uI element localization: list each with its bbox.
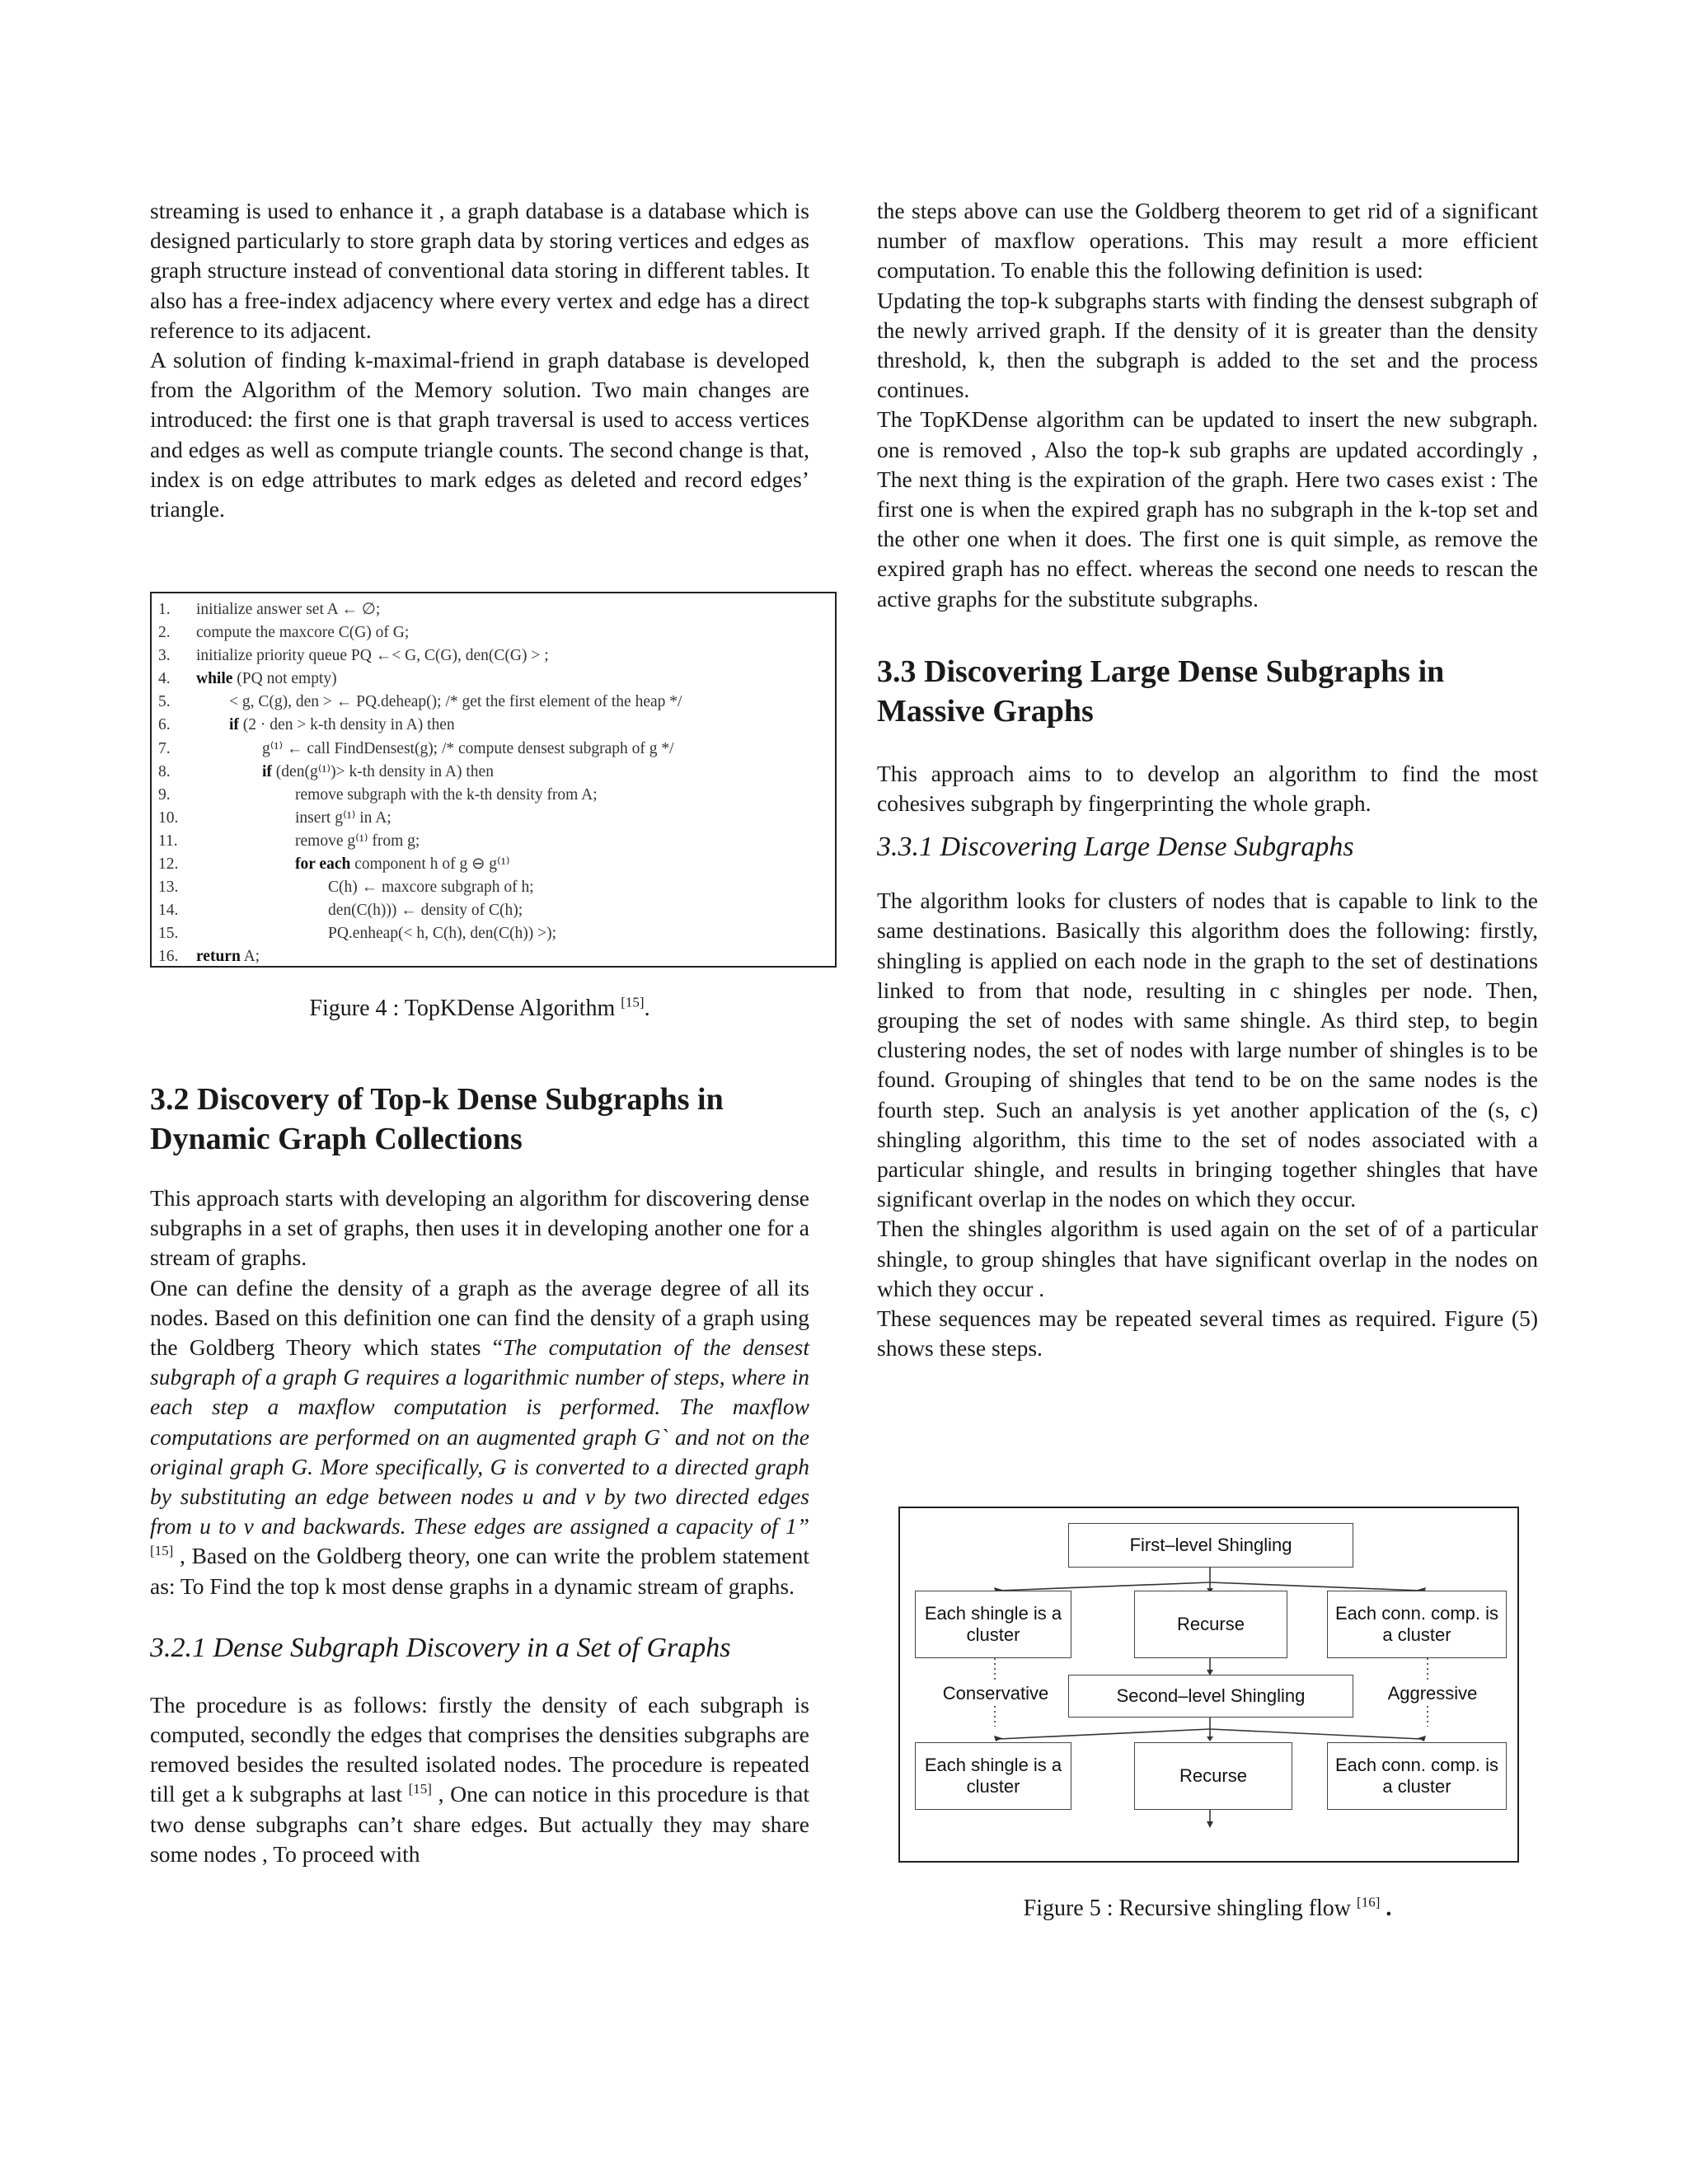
recurse-box-2: Recurse <box>1134 1742 1292 1810</box>
algorithm-line-text: initialize priority queue PQ ←< G, C(G), den(C(G) > ; <box>196 647 549 665</box>
left-column-lower <box>150 996 809 1869</box>
section-3-3-1-paragraph-1: The algorithm looks for clusters of nodes that is capable to link to the same destinations. Basically this algorithm does the following: firstly, shingling is applied on each node in the graph to the set of destinations linked to from that node, resulting in c shingles per node. Then, grouping the set of nodes with same shingle. As third step, to begin clustering nodes, the set of nodes with large number of shingles is to be found. Grouping of shingles that tend to be on the same nodes is the fourth step. Such an analysis is yet another application of the (s, c) shingling algorithm, this time to the set of nodes associated with a particular shingle, and results in bringing together shingles that have significant overlap in the nodes on which they occur. <box>877 888 1538 1212</box>
algorithm-keyword: if <box>229 716 239 734</box>
aggressive-label: Aggressive <box>1387 1683 1478 1704</box>
section-3-2-1-citation: [15] <box>408 1781 432 1797</box>
section-3-2-paragraph-2: One can define the density of a graph as the average degree of all its nodes. Based on this definition one can find the density of a graph using the Goldberg Theory which states “The computation of the densest subgraph of a graph G requires a logarithmic number of steps, where in each step a maxflow computation is performed. The maxflow computations are performed on an augmented graph G` and not on the original graph G. More specifically, G is converted to a directed graph by substituting an edge between nodes u and v by two directed edges from u to v and backwards. These edges are assigned a capacity of 1” [15] , Based on the Goldberg theory, one can write the problem statement as: To Find the top k most dense graphs in a dynamic stream of graphs. <box>150 1274 809 1599</box>
recurse-box-1: Recurse <box>1134 1591 1287 1658</box>
topkdense-algorithm-box <box>150 592 837 968</box>
algorithm-line <box>158 899 835 922</box>
section-3-3-title: 3.3 Discovering Large Dense Subgraphs in Massive Graphs <box>877 654 1445 729</box>
algorithm-line-number: 10. <box>158 808 179 827</box>
algorithm-line-number: 9. <box>158 785 171 804</box>
algorithm-line-text: < g, C(g), den > ← PQ.deheap(); /* get the first element of the heap */ <box>229 693 682 711</box>
figure-4-caption: Figure 4 : TopKDense Algorithm [15]. <box>309 994 650 1021</box>
algorithm-line <box>158 945 835 968</box>
algorithm-line-number: 5. <box>158 693 171 711</box>
section-3-3-paragraph-1: This approach aims to to develop an algorithm to find the most cohesives subgraph by fingerprinting the whole graph. <box>877 760 1538 817</box>
algorithm-line-number: 12. <box>158 855 179 874</box>
algorithm-line <box>158 761 835 784</box>
algorithm-line <box>158 598 835 621</box>
algorithm-line <box>158 876 835 899</box>
algorithm-line-text: component h of g ⊖ g⁽¹⁾ <box>350 855 510 874</box>
algorithm-line <box>158 621 835 644</box>
section-3-2-paragraph-1: This approach starts with developing an algorithm for discovering dense subgraphs in a set of graphs, then uses it in developing another one for a stream of graphs. <box>150 1185 809 1271</box>
algorithm-line-number: 2. <box>158 624 171 642</box>
each-conn-comp-cluster-box-2: Each conn. comp. is a cluster <box>1327 1742 1507 1810</box>
figure-5-caption: Figure 5 : Recursive shingling flow [16] . <box>1023 1894 1392 1921</box>
algorithm-line <box>158 714 835 737</box>
algorithm-line-text: remove g⁽¹⁾ from g; <box>295 832 420 850</box>
each-shingle-cluster-box-2: Each shingle is a cluster <box>915 1742 1071 1810</box>
conservative-label: Conservative <box>942 1683 1049 1704</box>
figure-5-citation: [16] <box>1357 1894 1381 1910</box>
algorithm-line-text: C(h) ← maxcore subgraph of h; <box>328 879 534 897</box>
algorithm-line-number: 13. <box>158 879 179 897</box>
recursive-shingling-diagram <box>898 1507 1519 1863</box>
algorithm-line <box>158 738 835 761</box>
figure-5-caption-wrap <box>877 1896 1538 1922</box>
algorithm-line <box>158 830 835 853</box>
algorithm-line-text: initialize answer set A ← ∅; <box>196 601 381 618</box>
algorithm-line-number: 11. <box>158 832 178 850</box>
algorithm-line-number: 3. <box>158 647 171 665</box>
section-3-2-1-paragraph-1: The procedure is as follows: firstly the density of each subgraph is computed, secondly the edges that comprises the densities subgraphs are removed besides the resulted isolated nodes. The procedure is repeated till get a k subgraphs at last [15] , One can notice in this procedure is that two dense subgraphs can’t share edges. But actually they may share some nodes , To proceed with <box>150 1691 810 1867</box>
algorithm-line-number: 7. <box>158 739 171 757</box>
section-3-2-1-title: 3.2.1 Dense Subgraph Discovery in a Set of Graphs <box>150 1632 731 1663</box>
algorithm-line-number: 14. <box>158 902 179 920</box>
algorithm-line <box>158 853 835 876</box>
algorithm-keyword: return <box>196 948 241 966</box>
right-paragraph-1: the steps above can use the Goldberg theorem to get rid of a significant number of maxflow operations. This may result a more efficient computation. To enable this the following definition is used: <box>877 198 1538 284</box>
each-conn-comp-cluster-box-1: Each conn. comp. is a cluster <box>1327 1591 1507 1658</box>
algorithm-line-text: (PQ not empty) <box>232 670 337 688</box>
algorithm-line-text: compute the maxcore C(G) of G; <box>196 624 410 642</box>
right-paragraph-2: Updating the top-k subgraphs starts with finding the densest subgraph of the newly arrived graph. If the density of it is greater than the density threshold, k, then the subgraph is added to the set and the process continues. <box>877 287 1538 403</box>
figure-4-citation: [15] <box>621 994 645 1010</box>
algorithm-line <box>158 807 835 830</box>
algorithm-line <box>158 922 835 945</box>
algorithm-line <box>158 644 835 668</box>
each-shingle-cluster-box-1: Each shingle is a cluster <box>915 1591 1071 1658</box>
algorithm-line-text: insert g⁽¹⁾ in A; <box>295 808 392 827</box>
algorithm-line-text: A; <box>240 948 260 966</box>
algorithm-line-text: g⁽¹⁾ ← call FindDensest(g); /* compute densest subgraph of g */ <box>262 739 674 757</box>
right-paragraph-3: The TopKDense algorithm can be updated to insert the new subgraph. one is removed , Also the top-k sub graphs are updated accordingly , The next thing is the expiration of the graph. Here two cases exist : The first one is when the expired graph has no subgraph in the k-top set and the other one when it does. The first one is quit simple, as remove the expired graph has no effect. whereas the second one needs to rescan the active graphs for the substitute subgraphs. <box>877 406 1538 612</box>
section-3-2-citation: [15] <box>150 1543 174 1559</box>
algorithm-line-number: 8. <box>158 762 171 780</box>
algorithm-keyword: while <box>196 670 233 688</box>
algorithm-line-number: 6. <box>158 716 171 734</box>
second-level-shingling-box: Second–level Shingling <box>1068 1675 1353 1718</box>
left-column <box>150 196 809 524</box>
intro-paragraph-1: streaming is used to enhance it , a graph database is a database which is designed particularly to store graph data by storing vertices and edges as graph structure instead of conventional data storing in different tables. It also has a free-index adjacency where every vertex and edge has a direct reference to its adjacent. <box>150 198 809 343</box>
algorithm-keyword: for each <box>295 855 351 874</box>
section-3-3-1-paragraph-2: Then the shingles algorithm is used again on the set of of a particular shingle, to group shingles that have significant overlap in the nodes on which they occur . <box>877 1216 1538 1301</box>
algorithm-line-number: 1. <box>158 601 171 618</box>
algorithm-line-text: (den(g⁽¹⁾)> k-th density in A) then <box>271 762 494 780</box>
algorithm-line-text: PQ.enheap(< h, C(h), den(C(h)) >); <box>328 925 557 943</box>
algorithm-keyword: if <box>262 762 272 780</box>
algorithm-line-number: 16. <box>158 948 179 966</box>
algorithm-line-text: den(C(h))) ← density of C(h); <box>328 902 523 920</box>
section-3-3-1-title: 3.3.1 Discovering Large Dense Subgraphs <box>877 832 1354 863</box>
section-3-3-1-paragraph-3: These sequences may be repeated several times as required. Figure (5) shows these steps. <box>877 1305 1538 1361</box>
right-column <box>877 196 1538 1364</box>
algorithm-line <box>158 668 835 691</box>
algorithm-line-number: 4. <box>158 670 171 688</box>
first-level-shingling-box: First–level Shingling <box>1068 1523 1353 1568</box>
algorithm-line-text: (2 · den > k-th density in A) then <box>238 716 455 734</box>
algorithm-line-number: 15. <box>158 925 179 943</box>
algorithm-line <box>158 784 835 807</box>
algorithm-line <box>158 691 835 714</box>
algorithm-line-text: remove subgraph with the k-th density from A; <box>295 785 598 804</box>
section-3-2-title: 3.2 Discovery of Top-k Dense Subgraphs in Dynamic Graph Collections <box>150 1082 724 1156</box>
intro-paragraph-2: A solution of finding k-maximal-friend in graph database is developed from the Algorithm of the Memory solution. Two main changes are introduced: the first one is that graph traversal is used to access vertices and edges as well as compute triangle counts. The second change is that, index is on edge attributes to mark edges as deleted and record edges’ triangle. <box>150 347 809 523</box>
